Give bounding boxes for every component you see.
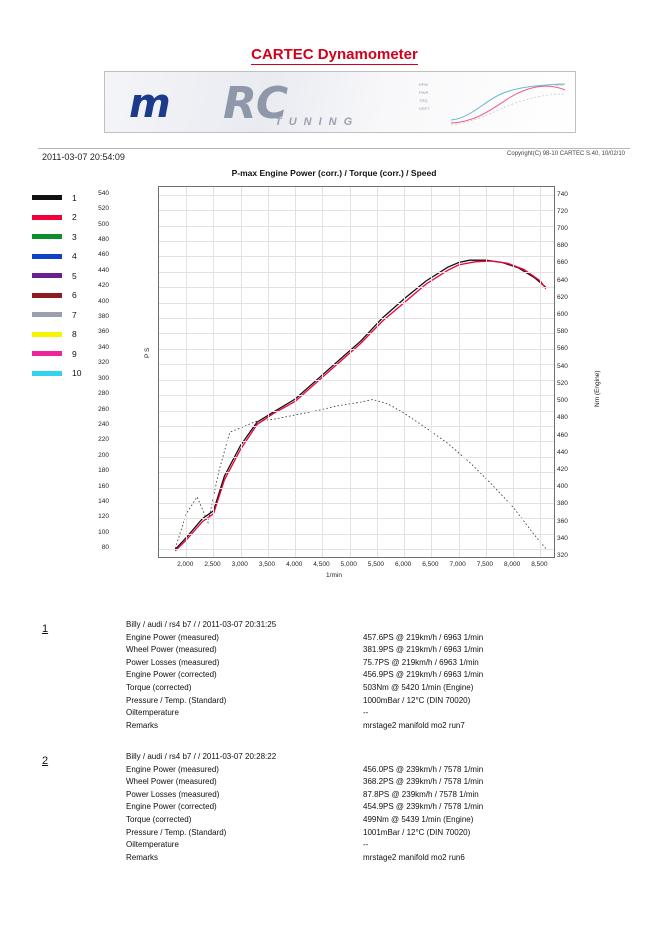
- chart-x-tick: 7,500: [476, 561, 494, 568]
- chart-gridline-v: [322, 187, 323, 557]
- chart-gridline-v: [350, 187, 351, 557]
- chart-y-tick-right: 540: [557, 362, 568, 370]
- chart-gridline-h: [159, 364, 554, 365]
- run-row-key: Torque (corrected): [126, 682, 192, 692]
- mini-label-rpm: RPM: [419, 82, 428, 87]
- mini-label-drft: DRFT: [419, 106, 430, 111]
- chart-y-tick-left: 340: [98, 343, 109, 351]
- run-row-key: Remarks: [126, 852, 159, 862]
- chart-y-tick-right: 360: [557, 517, 568, 525]
- run-row-value: 457.6PS @ 219km/h / 6963 1/min: [363, 632, 484, 642]
- chart-x-tick: 8,000: [503, 561, 521, 568]
- chart-series-path: [175, 400, 546, 549]
- chart-gridline-v: [213, 187, 214, 557]
- run-row-value: --: [363, 708, 369, 718]
- run-row: [126, 683, 666, 696]
- run-row-value: 75.7PS @ 219km/h / 6963 1/min: [363, 657, 479, 667]
- legend-swatch: [32, 312, 62, 317]
- chart-series-path: [175, 261, 546, 551]
- chart-gridline-h: [159, 287, 554, 288]
- run-row: [126, 828, 666, 841]
- chart-gridline-v: [241, 187, 242, 557]
- chart-y-tick-left: 80: [101, 544, 109, 552]
- chart-gridline-h: [159, 488, 554, 489]
- chart-gridline-h: [159, 534, 554, 535]
- chart-y-tick-left: 180: [98, 467, 109, 475]
- run-row: [126, 670, 666, 683]
- run-row-value: mrstage2 manifold mo2 run7: [363, 720, 465, 730]
- run-row-value: --: [363, 840, 369, 850]
- chart-y-tick-left: 300: [98, 374, 109, 382]
- run-row: [126, 802, 666, 815]
- chart-y-tick-right: 560: [557, 345, 568, 353]
- chart-y-tick-right: 480: [557, 414, 568, 422]
- run-row-key: Oiltemperature: [126, 708, 179, 718]
- mini-label-pwr: PWR: [419, 90, 429, 95]
- chart-y-tick-left: 360: [98, 328, 109, 336]
- run-row: [126, 708, 666, 721]
- legend-swatch: [32, 234, 62, 239]
- chart-legend: [32, 188, 108, 383]
- chart-y-tick-right: 320: [557, 552, 568, 559]
- run-row: [126, 853, 666, 866]
- chart-gridline-h: [159, 441, 554, 442]
- run-row-value: 499Nm @ 5439 1/min (Engine): [363, 814, 474, 824]
- banner-mini-chart-svg: [405, 76, 571, 128]
- chart-gridline-h: [159, 411, 554, 412]
- chart-y-tick-right: 700: [557, 225, 568, 233]
- legend-item[interactable]: [32, 344, 109, 367]
- chart-x-tick: 4,000: [286, 561, 303, 568]
- chart-gridline-h: [159, 256, 554, 257]
- chart-y-tick-left: 160: [98, 482, 109, 490]
- chart-y2-axis-label: Nm (Engine): [594, 370, 601, 407]
- run-row-key: Torque (corrected): [126, 814, 192, 824]
- run-row-key: Engine Power (measured): [126, 632, 219, 642]
- chart-y-tick-left: 120: [98, 513, 109, 521]
- chart-y-tick-right: 520: [557, 379, 568, 387]
- report-timestamp: 2011-03-07 20:54:09: [42, 152, 125, 162]
- legend-item[interactable]: [32, 227, 108, 247]
- legend-label: 4: [72, 251, 77, 262]
- legend-label: 10: [72, 368, 82, 379]
- chart-y-tick-left: 460: [98, 251, 109, 259]
- run-row-value: 1000mBar / 12°C (DIN 70020): [363, 695, 471, 705]
- chart-y-tick-left: 140: [98, 498, 109, 506]
- mrc-logo-mark: m: [129, 81, 168, 127]
- chart-x-tick: 2,000: [177, 561, 194, 568]
- chart-gridline-h: [159, 518, 554, 519]
- run-row: [126, 721, 666, 734]
- chart-gridline-h: [159, 195, 554, 196]
- chart-y-tick-left: 320: [98, 359, 109, 367]
- run-row-key: Remarks: [126, 720, 159, 730]
- legend-item[interactable]: [32, 286, 108, 306]
- chart-y-tick-left: 480: [98, 235, 109, 243]
- chart-y-tick-left: 280: [98, 390, 109, 398]
- chart-gridline-v: [540, 187, 541, 557]
- mrc-logo-tagline: TUNING: [275, 116, 360, 128]
- run-row: [126, 815, 666, 828]
- chart-gridline-v: [459, 187, 460, 557]
- chart-gridline-h: [159, 333, 554, 334]
- run-row: [126, 658, 666, 671]
- run-row: [126, 790, 666, 803]
- chart-gridline-h: [159, 349, 554, 350]
- run-row: [126, 765, 666, 778]
- chart-x-tick: 5,500: [367, 561, 385, 568]
- mini-label-trq: TRQ: [419, 98, 428, 103]
- run-row-key: Wheel Power (measured): [126, 777, 217, 787]
- run-row: [126, 777, 666, 790]
- legend-label: 7: [72, 309, 77, 320]
- legend-label: 1: [72, 192, 77, 203]
- run-index: 1: [42, 623, 49, 635]
- chart-y-tick-right: 660: [557, 259, 568, 267]
- chart-y-tick-left: 520: [98, 205, 109, 213]
- chart-x-tick: 6,000: [395, 561, 412, 568]
- chart-x-tick: 8,500: [531, 561, 548, 568]
- run-row-value: 456.0PS @ 239km/h / 7578 1/min: [363, 764, 484, 774]
- chart-y-tick-right: 740: [557, 190, 568, 198]
- chart-y-tick-right: 460: [557, 431, 568, 439]
- chart-y-tick-left: 260: [98, 405, 109, 413]
- chart-y-tick-right: 640: [557, 276, 568, 284]
- chart-y-tick-left: 380: [98, 313, 109, 321]
- chart-gridline-v: [404, 187, 405, 557]
- run-header: Billy / audi / rs4 b7 / / 2011-03-07 20:31:25: [126, 620, 277, 629]
- chart-gridline-v: [186, 187, 187, 557]
- chart-gridline-h: [159, 457, 554, 458]
- chart-gridline-h: [159, 380, 554, 381]
- chart-gridline-h: [159, 318, 554, 319]
- legend-swatch: [32, 195, 62, 200]
- chart-gridline-h: [159, 549, 554, 550]
- chart-gridline-v: [431, 187, 432, 557]
- run-row-key: Wheel Power (measured): [126, 645, 217, 655]
- run-row: [126, 696, 666, 709]
- chart-curves: [159, 187, 554, 557]
- legend-item[interactable]: [32, 208, 108, 228]
- chart-y-axis-label: P S: [144, 347, 151, 358]
- run-row-key: Oiltemperature: [126, 840, 179, 850]
- mini-label-spd: SPD: [555, 82, 564, 87]
- run-row-value: 503Nm @ 5420 1/min (Engine): [363, 682, 474, 692]
- legend-item[interactable]: [32, 266, 108, 286]
- chart-x-tick: 3,000: [231, 561, 248, 568]
- chart-y-tick-right: 580: [557, 328, 568, 336]
- chart-y-tick-right: 400: [557, 483, 568, 491]
- chart-x-tick: 3,500: [258, 561, 276, 568]
- chart-y-tick-left: 100: [98, 528, 109, 536]
- run-row-key: Engine Power (corrected): [126, 802, 217, 812]
- chart-y-tick-left: 200: [98, 451, 109, 459]
- mrc-logo-name: RC: [223, 78, 288, 129]
- legend-label: 9: [72, 348, 77, 359]
- run-row: [126, 645, 666, 658]
- chart-y-tick-right: 720: [557, 207, 568, 215]
- chart-x-tick: 7,000: [449, 561, 466, 568]
- chart-y-tick-right: 500: [557, 397, 568, 405]
- run-row: [126, 840, 666, 853]
- chart-x-tick: 4,500: [313, 561, 330, 568]
- run-index: 2: [42, 755, 49, 767]
- legend-swatch: [32, 332, 62, 337]
- page-title-text: CARTEC Dynamometer: [251, 46, 418, 63]
- legend-label: 5: [72, 270, 77, 281]
- chart-gridline-h: [159, 472, 554, 473]
- chart-gridline-h: [159, 210, 554, 211]
- chart-gridline-h: [159, 272, 554, 273]
- chart-x-tick: 6,500: [422, 561, 439, 568]
- run-row-value: mrstage2 manifold mo2 run6: [363, 852, 465, 862]
- run-row-key: Power Losses (measured): [126, 789, 220, 799]
- run-row-value: 368.2PS @ 239km/h / 7578 1/min: [363, 777, 484, 787]
- chart-gridline-h: [159, 241, 554, 242]
- chart-gridline-v: [486, 187, 487, 557]
- chart-y-tick-right: 600: [557, 311, 568, 319]
- chart-y-tick-right: 420: [557, 465, 568, 473]
- chart-gridline-h: [159, 303, 554, 304]
- chart-y-tick-right: 620: [557, 293, 568, 301]
- legend-item[interactable]: [32, 305, 108, 325]
- chart-y-tick-right: 680: [557, 242, 568, 250]
- chart-gridline-h: [159, 503, 554, 504]
- chart-y-tick-left: 220: [98, 436, 109, 444]
- legend-label: 6: [72, 290, 77, 301]
- header-divider: [38, 148, 630, 149]
- chart-title: P-max Engine Power (corr.) / Torque (corr.) / Speed: [231, 168, 437, 178]
- legend-item[interactable]: [32, 188, 108, 208]
- legend-label: 2: [72, 212, 77, 223]
- chart-y-tick-left: 500: [98, 220, 109, 228]
- chart-x-tick: 2,500: [204, 561, 221, 568]
- run-row: [126, 633, 666, 646]
- page-title: [0, 46, 669, 63]
- chart-y-tick-left: 540: [98, 189, 109, 197]
- legend-item[interactable]: [32, 325, 108, 345]
- chart-container: [38, 162, 630, 610]
- chart-y-tick-left: 240: [98, 420, 109, 428]
- run-row-value: 456.9PS @ 219km/h / 6963 1/min: [363, 670, 484, 680]
- legend-swatch: [32, 371, 62, 376]
- legend-swatch: [32, 351, 62, 356]
- legend-swatch: [32, 293, 62, 298]
- run-row-key: Power Losses (measured): [126, 657, 220, 667]
- run-header: Billy / audi / rs4 b7 / / 2011-03-07 20:28:22: [126, 752, 277, 761]
- run-row-value: 381.9PS @ 219km/h / 6963 1/min: [363, 645, 484, 655]
- run-row-value: 454.9PS @ 239km/h / 7578 1/min: [363, 802, 484, 812]
- chart-y-tick-right: 380: [557, 500, 568, 508]
- run-row-key: Pressure / Temp. (Standard): [126, 827, 227, 837]
- chart-gridline-h: [159, 395, 554, 396]
- logo-banner: [104, 71, 576, 133]
- chart-gridline-h: [159, 226, 554, 227]
- chart-y-tick-left: 420: [98, 282, 109, 290]
- legend-swatch: [32, 215, 62, 220]
- chart-plot-area: [158, 186, 555, 558]
- legend-swatch: [32, 273, 62, 278]
- legend-item[interactable]: [32, 364, 108, 384]
- legend-label: 8: [72, 329, 77, 340]
- chart-y-tick-right: 440: [557, 448, 568, 456]
- copyright-note: Copyright(C) 98-10 CARTEC S.40, 10/02/10: [507, 151, 625, 157]
- chart-gridline-v: [295, 187, 296, 557]
- run-row-value: 87.8PS @ 239km/h / 7578 1/min: [363, 789, 479, 799]
- chart-gridline-v: [268, 187, 269, 557]
- run-row-key: Pressure / Temp. (Standard): [126, 695, 227, 705]
- chart-y-tick-right: 340: [557, 534, 568, 542]
- chart-gridline-v: [513, 187, 514, 557]
- chart-gridline-h: [159, 426, 554, 427]
- run-row-key: Engine Power (corrected): [126, 670, 217, 680]
- chart-gridline-v: [377, 187, 378, 557]
- run-row-value: 1001mBar / 12°C (DIN 70020): [363, 827, 471, 837]
- legend-label: 3: [72, 231, 77, 242]
- chart-y-tick-left: 440: [98, 266, 109, 274]
- chart-x-axis-label: 1/min: [326, 572, 342, 579]
- legend-swatch: [32, 254, 62, 259]
- chart-y-tick-left: 400: [98, 297, 109, 305]
- legend-item[interactable]: [32, 247, 108, 267]
- banner-mini-chart: [405, 76, 571, 128]
- chart-x-tick: 5,000: [340, 561, 357, 568]
- run-row-key: Engine Power (measured): [126, 764, 219, 774]
